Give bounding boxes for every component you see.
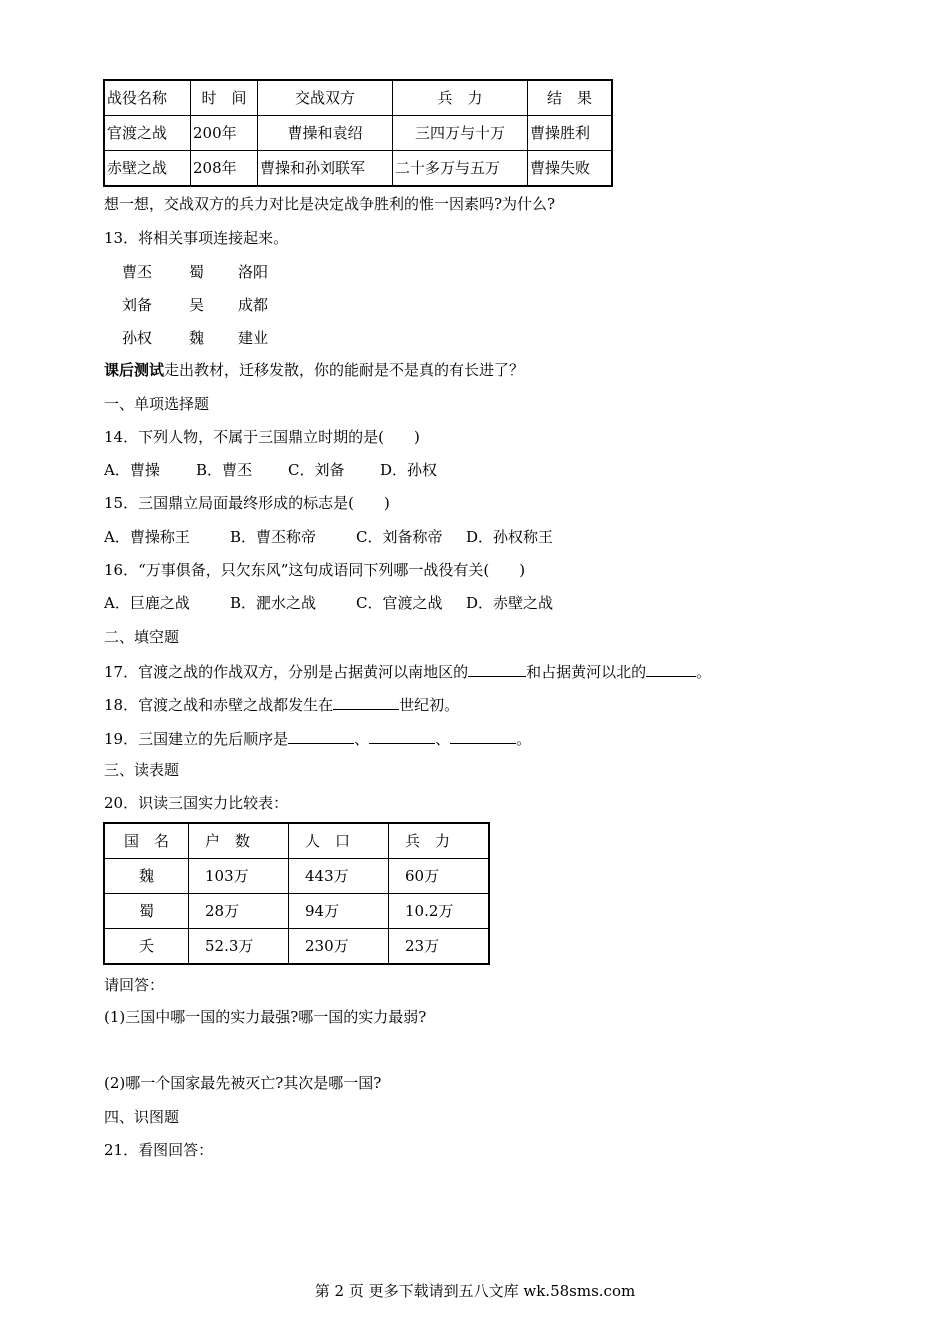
question-17 [104,660,711,682]
page-footer: 第 2 页 更多下载请到五八文库 wk.58sms.com [314,1282,636,1300]
separator: 、 [354,730,370,748]
table-cell: 夭 [104,929,189,965]
question-17-part-b: 和占据黄河以北的 [526,663,647,681]
table-cell: 200年 [191,116,258,151]
section-heading: 一、单项选择题 [104,395,210,413]
table-cell: 魏 [104,859,189,894]
table-header-row [104,80,612,116]
question-14: 14．下列人物，不属于三国鼎立时期的是( ) [104,428,420,446]
table-header: 时 间 [191,80,258,116]
option-a: A．巨鹿之战 [104,594,190,612]
table-cell: 60万 [389,859,490,894]
table-row [104,929,489,965]
answer-prompt: 请回答： [104,976,165,994]
after-class-test-title: 课后测试 [104,361,165,379]
table-row [104,116,612,151]
table-cell: 28万 [189,894,289,929]
section-heading: 四、识图题 [104,1108,180,1126]
table-header: 户 数 [189,823,289,859]
table-cell: 94万 [289,894,389,929]
blank-field[interactable] [646,660,696,677]
question-19-text: 19．三国建立的先后顺序是 [104,730,289,748]
option-d: D．孙权称王 [466,528,554,546]
sub-question-1: (1)三国中哪一国的实力最强?哪一国的实力最弱? [104,1008,427,1026]
option-b: B．曹丕 [196,461,253,479]
match-person: 孙权 [122,329,153,347]
option-d: D．孙权 [380,461,438,479]
blank-field[interactable] [468,660,526,677]
blank-field[interactable] [369,727,435,744]
match-person: 曹丕 [122,263,153,281]
option-c: C．刘备称帝 [356,528,443,546]
table-row [104,894,489,929]
section-heading: 三、读表题 [104,761,180,779]
table-cell: 52.3万 [189,929,289,965]
question-17-part-a: 17．官渡之战的作战双方，分别是占据黄河以南地区的 [104,663,469,681]
table-cell: 103万 [189,859,289,894]
question-15-options [104,527,553,547]
option-c: C．刘备 [288,461,345,479]
question-14-options [104,460,437,480]
table-cell: 官渡之战 [104,116,191,151]
table-header: 兵 力 [389,823,490,859]
table-cell: 208年 [191,151,258,187]
table-header: 兵 力 [393,80,528,116]
section-heading: 二、填空题 [104,628,180,646]
question-18 [104,693,459,715]
option-b: B．淝水之战 [230,594,317,612]
table-cell: 230万 [289,929,389,965]
table-cell: 赤壁之战 [104,151,191,187]
sub-question-2: (2)哪一个国家最先被灭亡?其次是哪一国? [104,1074,382,1092]
table-cell: 曹操胜利 [528,116,613,151]
match-capital: 成都 [238,296,269,314]
table-cell: 二十多万与五万 [393,151,528,187]
blank-field[interactable] [288,727,354,744]
table-header: 交战双方 [258,80,393,116]
table-header-row [104,823,489,859]
question-18-part-b: 世纪初。 [399,696,460,714]
table-cell: 蜀 [104,894,189,929]
option-a: A．曹操称王 [104,528,190,546]
question-17-end: 。 [696,663,712,681]
question-18-part-a: 18．官渡之战和赤壁之战都发生在 [104,696,334,714]
table-cell: 443万 [289,859,389,894]
table-row [104,859,489,894]
question-think: 想一想，交战双方的兵力对比是决定战争胜利的惟一因素吗?为什么? [104,195,556,213]
separator: 、 [435,730,451,748]
question-19 [104,727,531,749]
question-19-end: 。 [516,730,532,748]
table-header: 人 口 [289,823,389,859]
table-cell: 23万 [389,929,490,965]
blank-field[interactable] [333,693,399,710]
match-state: 吴 [189,296,205,314]
table-cell: 曹操失败 [528,151,613,187]
question-15: 15．三国鼎立局面最终形成的标志是( ) [104,494,390,512]
option-d: D．赤壁之战 [466,594,554,612]
match-state: 蜀 [189,263,205,281]
match-capital: 洛阳 [238,263,269,281]
strength-table [103,822,490,965]
match-capital: 建业 [238,329,269,347]
match-person: 刘备 [122,296,153,314]
table-cell: 曹操和孙刘联军 [258,151,393,187]
option-a: A．曹操 [104,461,160,479]
table-cell: 曹操和袁绍 [258,116,393,151]
table-header: 战役名称 [104,80,191,116]
table-header: 国 名 [104,823,189,859]
question-20: 20．识读三国实力比较表： [104,794,289,812]
table-cell: 10.2万 [389,894,490,929]
blank-field[interactable] [450,727,516,744]
table-cell: 三四万与十万 [393,116,528,151]
question-21: 21．看图回答： [104,1141,214,1159]
question-13: 13．将相关事项连接起来。 [104,229,289,247]
table-row [104,151,612,187]
after-class-test [104,360,524,380]
question-16-options [104,593,553,613]
question-16: 16．“万事俱备，只欠东风”这句成语同下列哪一战役有关( ) [104,561,526,579]
option-b: B．曹丕称帝 [230,528,317,546]
battle-table [103,79,613,187]
table-header: 结 果 [528,80,613,116]
after-class-test-desc: 走出教材，迁移发散，你的能耐是不是真的有长进了？ [164,361,525,379]
match-state: 魏 [189,329,205,347]
option-c: C．官渡之战 [356,594,443,612]
